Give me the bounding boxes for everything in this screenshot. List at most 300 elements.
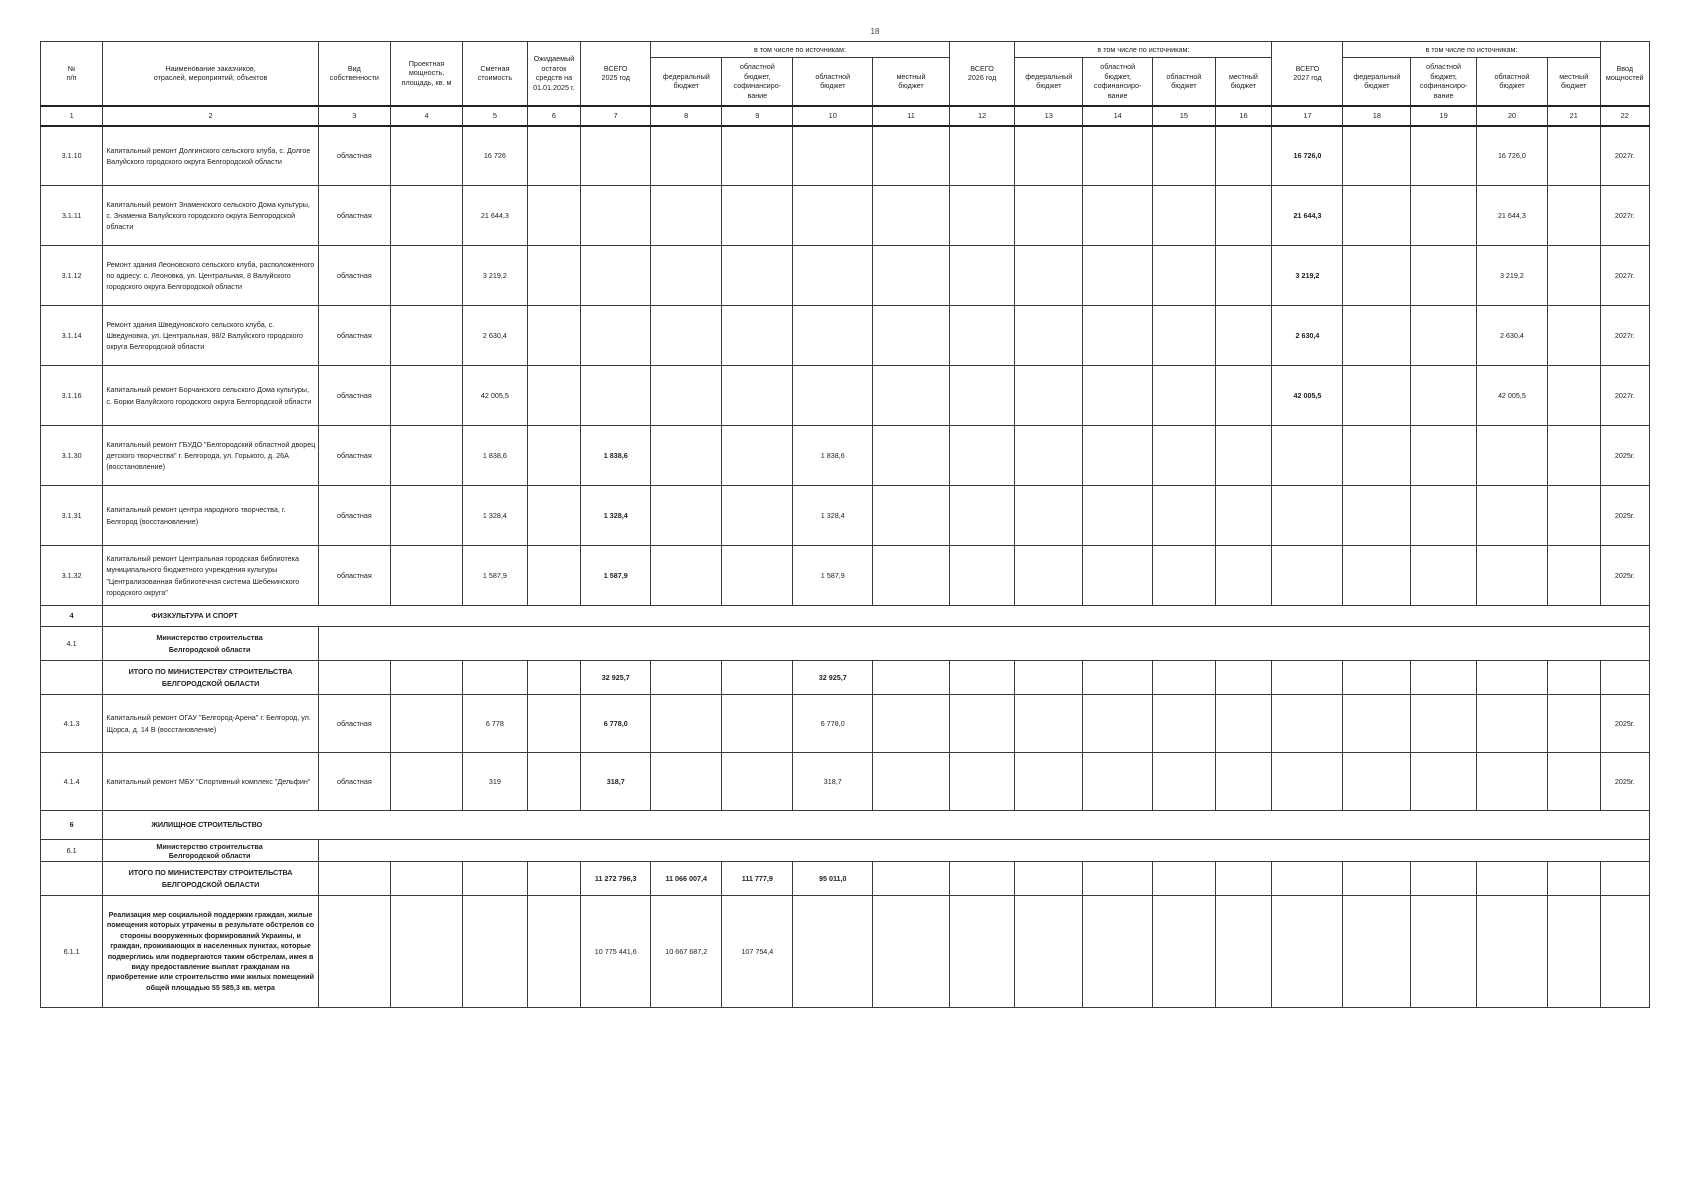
column-number: 10 bbox=[793, 106, 873, 126]
header-federal-2025: федеральный бюджет bbox=[651, 58, 722, 106]
table-row bbox=[41, 186, 1650, 246]
column-number: 7 bbox=[581, 106, 651, 126]
row-cost: 21 644,3 bbox=[463, 186, 528, 246]
row-cell bbox=[722, 126, 793, 186]
column-number: 5 bbox=[463, 106, 528, 126]
row-cell bbox=[1153, 366, 1215, 426]
row-number: 3.1.14 bbox=[41, 306, 103, 366]
row-total-2027 bbox=[1272, 486, 1343, 546]
row-cell bbox=[1215, 661, 1272, 695]
row-remainder bbox=[527, 186, 581, 246]
row-cell bbox=[1083, 546, 1153, 606]
row-cell bbox=[1083, 486, 1153, 546]
table-row bbox=[41, 486, 1650, 546]
row-cell bbox=[1411, 366, 1477, 426]
header-cofin-2026: областной бюджет, софинансиро- вание bbox=[1083, 58, 1153, 106]
row-cell bbox=[651, 486, 722, 546]
row-cell bbox=[873, 661, 950, 695]
row-cell bbox=[949, 862, 1015, 896]
row-cell bbox=[1215, 186, 1272, 246]
header-regional-2025: областной бюджет bbox=[793, 58, 873, 106]
row-cell bbox=[873, 126, 950, 186]
row-cell bbox=[949, 753, 1015, 811]
row-cell bbox=[1343, 366, 1411, 426]
row-name: Капитальный ремонт Борчанского сельского Дома культуры, с. Борки Валуйского городского округа Белгородской области bbox=[103, 366, 318, 426]
row-name: Капитальный ремонт Долгинского сельского клуба, с. Долгое Валуйского городского округа Белгородской области bbox=[103, 126, 318, 186]
column-number: 14 bbox=[1083, 106, 1153, 126]
row-cell bbox=[722, 695, 793, 753]
row-cell bbox=[1083, 366, 1153, 426]
column-number: 6 bbox=[527, 106, 581, 126]
row-cell bbox=[390, 862, 462, 896]
header-local-2027: местный бюджет bbox=[1547, 58, 1600, 106]
table-row bbox=[41, 246, 1650, 306]
row-cell bbox=[722, 186, 793, 246]
row-total-2027: 42 005,5 bbox=[1272, 366, 1343, 426]
header-local-2025: местный бюджет bbox=[873, 58, 950, 106]
row-cell bbox=[873, 306, 950, 366]
header-local-2026: местный бюджет bbox=[1215, 58, 1272, 106]
column-number: 17 bbox=[1272, 106, 1343, 126]
ministry-number: 4.1 bbox=[41, 627, 103, 661]
row-regional-2025: 1 587,9 bbox=[793, 546, 873, 606]
column-number: 4 bbox=[390, 106, 462, 126]
row-name: Капитальный ремонт МБУ "Спортивный комплекс "Дельфин" bbox=[103, 753, 318, 811]
row-cell bbox=[1343, 753, 1411, 811]
total-2025: 11 272 796,3 bbox=[581, 862, 651, 896]
table-row bbox=[41, 695, 1650, 753]
row-capacity bbox=[390, 306, 462, 366]
row-regional-2025 bbox=[793, 246, 873, 306]
row-cell bbox=[949, 486, 1015, 546]
row-remainder bbox=[527, 546, 581, 606]
header-group-2027: в том числе по источникам: bbox=[1343, 42, 1600, 58]
ministry-title: Министерство строительства Белгородской области bbox=[103, 840, 318, 862]
row-cell bbox=[1476, 661, 1547, 695]
row-capacity bbox=[390, 126, 462, 186]
header-cost: Сметная стоимость bbox=[463, 42, 528, 106]
row-total-2025 bbox=[581, 246, 651, 306]
row-cell bbox=[1272, 862, 1343, 896]
row-total-2025 bbox=[581, 186, 651, 246]
row-regional-2025: 318,7 bbox=[793, 753, 873, 811]
column-number: 20 bbox=[1476, 106, 1547, 126]
header-commissioning: Ввод мощностей bbox=[1600, 42, 1650, 106]
row-regional-2025: 1 328,4 bbox=[793, 486, 873, 546]
ministry-row bbox=[41, 840, 1650, 862]
row-cell bbox=[873, 426, 950, 486]
row-cell bbox=[1600, 661, 1650, 695]
row-cell bbox=[1411, 546, 1477, 606]
row-cell bbox=[1547, 426, 1600, 486]
row-cell bbox=[463, 862, 528, 896]
row-regional-2025: 1 838,6 bbox=[793, 426, 873, 486]
row-cell bbox=[651, 753, 722, 811]
header-regional-2027: областной бюджет bbox=[1476, 58, 1547, 106]
row-cell bbox=[1343, 426, 1411, 486]
row-cell bbox=[1272, 661, 1343, 695]
row-remainder bbox=[527, 753, 581, 811]
header-federal-2027: федеральный бюджет bbox=[1343, 58, 1411, 106]
row-commissioning: 2027г. bbox=[1600, 306, 1650, 366]
header-ownership: Вид собственности bbox=[318, 42, 390, 106]
table-row bbox=[41, 546, 1650, 606]
column-number: 3 bbox=[318, 106, 390, 126]
ministry-title: Министерство строительства Белгородской области bbox=[103, 627, 318, 661]
row-number: 3.1.12 bbox=[41, 246, 103, 306]
row-cell bbox=[1015, 546, 1083, 606]
row-number: 6.1.1 bbox=[41, 896, 103, 1008]
row-capacity bbox=[390, 486, 462, 546]
row-total-2025: 10 775 441,6 bbox=[581, 896, 651, 1008]
row-regional-2025 bbox=[793, 126, 873, 186]
row-cell bbox=[651, 186, 722, 246]
row-remainder bbox=[527, 306, 581, 366]
row-cell bbox=[1083, 661, 1153, 695]
row-commissioning: 2025г. bbox=[1600, 753, 1650, 811]
table-row bbox=[41, 896, 1650, 1008]
row-cell bbox=[1343, 306, 1411, 366]
section-number: 4 bbox=[41, 606, 103, 627]
row-cell bbox=[949, 246, 1015, 306]
row-remainder bbox=[527, 126, 581, 186]
row-cost: 319 bbox=[463, 753, 528, 811]
row-capacity bbox=[390, 546, 462, 606]
row-cell bbox=[1272, 695, 1343, 753]
row-name: Капитальный ремонт Центральная городская библиотека муниципального бюджетного учреждения культуры "Централизованная библиотечная система Шебекинского городского округа" bbox=[103, 546, 318, 606]
row-cell bbox=[1547, 546, 1600, 606]
row-commissioning: 2027г. bbox=[1600, 126, 1650, 186]
row-cell bbox=[1153, 862, 1215, 896]
row-commissioning: 2025г. bbox=[1600, 695, 1650, 753]
row-cell bbox=[1600, 896, 1650, 1008]
row-cell bbox=[1153, 896, 1215, 1008]
row-commissioning: 2025г. bbox=[1600, 426, 1650, 486]
row-cell bbox=[873, 546, 950, 606]
row-number: 3.1.32 bbox=[41, 546, 103, 606]
section-title: ЖИЛИЩНОЕ СТРОИТЕЛЬСТВО bbox=[103, 811, 1650, 840]
row-cost: 1 838,6 bbox=[463, 426, 528, 486]
row-cost: 1 328,4 bbox=[463, 486, 528, 546]
row-regional-2025 bbox=[793, 306, 873, 366]
row-ownership: областная bbox=[318, 486, 390, 546]
row-cell bbox=[1153, 126, 1215, 186]
row-total-2027 bbox=[1272, 426, 1343, 486]
row-cell bbox=[1547, 753, 1600, 811]
header-total-2027: ВСЕГО 2027 год bbox=[1272, 42, 1343, 106]
row-commissioning: 2025г. bbox=[1600, 486, 1650, 546]
row-cell bbox=[722, 486, 793, 546]
row-capacity bbox=[390, 366, 462, 426]
row-total-2027: 16 726,0 bbox=[1272, 126, 1343, 186]
row-cell bbox=[873, 695, 950, 753]
row-commissioning: 2027г. bbox=[1600, 366, 1650, 426]
row-number: 3.1.11 bbox=[41, 186, 103, 246]
row-cell bbox=[722, 753, 793, 811]
row-capacity bbox=[390, 246, 462, 306]
column-number: 9 bbox=[722, 106, 793, 126]
row-remainder bbox=[527, 246, 581, 306]
row-cell bbox=[722, 546, 793, 606]
row-cell bbox=[1215, 366, 1272, 426]
section-row bbox=[41, 606, 1650, 627]
row-cell bbox=[1600, 862, 1650, 896]
table-row bbox=[41, 753, 1650, 811]
row-cell bbox=[1411, 186, 1477, 246]
section-title: ФИЗКУЛЬТУРА И СПОРТ bbox=[103, 606, 1650, 627]
total-row bbox=[41, 661, 1650, 695]
row-cell bbox=[1215, 753, 1272, 811]
total-regional-2025: 95 011,0 bbox=[793, 862, 873, 896]
row-ownership: областная bbox=[318, 753, 390, 811]
row-cost: 2 630,4 bbox=[463, 306, 528, 366]
row-ownership: областная bbox=[318, 306, 390, 366]
column-numbers-row bbox=[41, 106, 1650, 126]
row-ownership: областная bbox=[318, 426, 390, 486]
total-number bbox=[41, 661, 103, 695]
row-number: 3.1.16 bbox=[41, 366, 103, 426]
row-cell bbox=[722, 661, 793, 695]
row-cell bbox=[1476, 695, 1547, 753]
row-cell bbox=[1547, 246, 1600, 306]
table-row bbox=[41, 426, 1650, 486]
row-name: Реализация мер социальной поддержки граждан, жилые помещения которых утрачены в результате обстрелов со стороны вооруженных формирований Украины, и граждан, проживающих в населенных пунктах, которые подверглись или подвергаются таким обстрелам, имея в виду предоставление выплат гражданам на приобретение или строительство ими жилых помещений общей площадью 55 585,3 кв. метра bbox=[103, 896, 318, 1008]
column-number: 22 bbox=[1600, 106, 1650, 126]
row-cell bbox=[1547, 896, 1600, 1008]
row-cell bbox=[1411, 695, 1477, 753]
row-cell bbox=[527, 661, 581, 695]
row-cost: 1 587,9 bbox=[463, 546, 528, 606]
row-commissioning: 2027г. bbox=[1600, 186, 1650, 246]
row-cell bbox=[1083, 426, 1153, 486]
page-number: 18 bbox=[870, 27, 880, 36]
row-number: 4.1.4 bbox=[41, 753, 103, 811]
row-regional-2025 bbox=[793, 366, 873, 426]
row-cell bbox=[1411, 862, 1477, 896]
row-cell bbox=[1343, 695, 1411, 753]
section-row bbox=[41, 811, 1650, 840]
row-cell bbox=[1153, 306, 1215, 366]
row-cell bbox=[651, 246, 722, 306]
row-regional-2027: 2 630,4 bbox=[1476, 306, 1547, 366]
column-number: 1 bbox=[41, 106, 103, 126]
row-regional-2027 bbox=[1476, 546, 1547, 606]
row-cell bbox=[1015, 186, 1083, 246]
row-cell bbox=[1215, 486, 1272, 546]
row-cell bbox=[390, 661, 462, 695]
column-number: 12 bbox=[949, 106, 1015, 126]
row-cell bbox=[873, 366, 950, 426]
row-regional-2025 bbox=[793, 186, 873, 246]
row-cell bbox=[463, 896, 528, 1008]
header-cofin-2025: областной бюджет, софинансиро- вание bbox=[722, 58, 793, 106]
row-cell bbox=[1153, 246, 1215, 306]
row-remainder bbox=[527, 486, 581, 546]
row-cell bbox=[1015, 126, 1083, 186]
column-number: 11 bbox=[873, 106, 950, 126]
row-cell bbox=[1215, 126, 1272, 186]
row-cell bbox=[1343, 126, 1411, 186]
row-cell bbox=[722, 426, 793, 486]
row-cell bbox=[1343, 862, 1411, 896]
row-total-2025: 6 778,0 bbox=[581, 695, 651, 753]
ministry-number: 6.1 bbox=[41, 840, 103, 862]
row-regional-2027 bbox=[1476, 486, 1547, 546]
column-number: 16 bbox=[1215, 106, 1272, 126]
row-cell bbox=[463, 661, 528, 695]
row-number: 3.1.30 bbox=[41, 426, 103, 486]
row-commissioning: 2027г. bbox=[1600, 246, 1650, 306]
row-cost: 6 778 bbox=[463, 695, 528, 753]
row-number: 3.1.31 bbox=[41, 486, 103, 546]
row-total-2025 bbox=[581, 366, 651, 426]
row-cell bbox=[1343, 896, 1411, 1008]
investment-program-table bbox=[40, 41, 1650, 1008]
row-cell bbox=[949, 426, 1015, 486]
row-cell bbox=[949, 366, 1015, 426]
header-capacity: Проектная мощность, площадь, кв. м bbox=[390, 42, 462, 106]
row-cell bbox=[949, 186, 1015, 246]
row-total-2027: 3 219,2 bbox=[1272, 246, 1343, 306]
row-name: Ремонт здания Шведуновского сельского клуба, с. Шведуновка, ул. Центральная, 98/2 Валуйского городского округа Белгородской области bbox=[103, 306, 318, 366]
column-number: 19 bbox=[1411, 106, 1477, 126]
row-cell bbox=[1083, 695, 1153, 753]
row-remainder bbox=[527, 695, 581, 753]
row-cell bbox=[1547, 126, 1600, 186]
total-cofin-2025: 111 777,9 bbox=[722, 862, 793, 896]
row-cell bbox=[318, 661, 390, 695]
row-cell bbox=[1153, 426, 1215, 486]
header-name: Наименование заказчиков, отраслей, мероприятий, объектов bbox=[103, 42, 318, 106]
row-cell bbox=[1153, 546, 1215, 606]
row-regional-2027: 3 219,2 bbox=[1476, 246, 1547, 306]
row-cell bbox=[1153, 661, 1215, 695]
row-cell bbox=[722, 306, 793, 366]
total-title: ИТОГО ПО МИНИСТЕРСТВУ СТРОИТЕЛЬСТВА БЕЛГОРОДСКОЙ ОБЛАСТИ bbox=[103, 661, 318, 695]
row-ownership: областная bbox=[318, 186, 390, 246]
row-ownership: областная bbox=[318, 546, 390, 606]
row-cell bbox=[949, 695, 1015, 753]
row-cost: 42 005,5 bbox=[463, 366, 528, 426]
row-capacity bbox=[390, 695, 462, 753]
row-total-2027 bbox=[1272, 546, 1343, 606]
column-number: 21 bbox=[1547, 106, 1600, 126]
total-2025: 32 925,7 bbox=[581, 661, 651, 695]
row-cell bbox=[1015, 246, 1083, 306]
row-cell bbox=[722, 366, 793, 426]
row-name: Капитальный ремонт центра народного творчества, г. Белгород (восстановление) bbox=[103, 486, 318, 546]
row-cell bbox=[1343, 246, 1411, 306]
row-cell bbox=[873, 486, 950, 546]
row-cell bbox=[949, 661, 1015, 695]
row-cell bbox=[873, 753, 950, 811]
row-cell bbox=[1015, 306, 1083, 366]
ministry-row-blank bbox=[318, 840, 1649, 862]
row-total-2025: 318,7 bbox=[581, 753, 651, 811]
section-number: 6 bbox=[41, 811, 103, 840]
row-cell bbox=[949, 306, 1015, 366]
row-commissioning: 2025г. bbox=[1600, 546, 1650, 606]
row-capacity bbox=[390, 186, 462, 246]
row-cell bbox=[1476, 862, 1547, 896]
row-name: Капитальный ремонт Знаменского сельского Дома культуры, с. Знаменка Валуйского городского округа Белгородской области bbox=[103, 186, 318, 246]
row-cell bbox=[1015, 753, 1083, 811]
row-cell bbox=[1153, 753, 1215, 811]
header-total-2026: ВСЕГО 2026 год bbox=[949, 42, 1015, 106]
header-group-2025: в том числе по источникам: bbox=[651, 42, 950, 58]
row-cell bbox=[1411, 426, 1477, 486]
row-cell bbox=[873, 186, 950, 246]
table-row bbox=[41, 126, 1650, 186]
row-cell bbox=[651, 546, 722, 606]
row-name: Ремонт здания Леоновского сельского клуба, расположенного по адресу: с. Леоновка, ул. Центральная, 8 Валуйского городского округа Белгородской области bbox=[103, 246, 318, 306]
row-number: 4.1.3 bbox=[41, 695, 103, 753]
row-cell bbox=[1411, 126, 1477, 186]
row-cell bbox=[1215, 246, 1272, 306]
row-cell bbox=[722, 246, 793, 306]
row-cell bbox=[1272, 753, 1343, 811]
header-row-1 bbox=[41, 42, 1650, 58]
row-cell bbox=[949, 546, 1015, 606]
row-ownership: областная bbox=[318, 246, 390, 306]
row-cell bbox=[527, 862, 581, 896]
row-total-2025: 1 587,9 bbox=[581, 546, 651, 606]
row-cell bbox=[1015, 862, 1083, 896]
row-regional-2025: 6 778,0 bbox=[793, 695, 873, 753]
row-cell bbox=[1215, 862, 1272, 896]
row-cost: 3 219,2 bbox=[463, 246, 528, 306]
row-cell bbox=[793, 896, 873, 1008]
row-cell bbox=[1015, 661, 1083, 695]
total-number bbox=[41, 862, 103, 896]
row-cell bbox=[1547, 661, 1600, 695]
row-cell bbox=[1015, 366, 1083, 426]
row-cell bbox=[318, 896, 390, 1008]
row-cell bbox=[1015, 695, 1083, 753]
row-ownership: областная bbox=[318, 366, 390, 426]
header-federal-2026: федеральный бюджет bbox=[1015, 58, 1083, 106]
row-cell bbox=[1215, 306, 1272, 366]
row-cell bbox=[1547, 486, 1600, 546]
row-cell bbox=[651, 426, 722, 486]
row-total-2025 bbox=[581, 126, 651, 186]
header-cofin-2027: областной бюджет, софинансиро- вание bbox=[1411, 58, 1477, 106]
row-cell bbox=[1411, 306, 1477, 366]
row-cell bbox=[651, 126, 722, 186]
column-number: 13 bbox=[1015, 106, 1083, 126]
row-total-2025: 1 328,4 bbox=[581, 486, 651, 546]
row-cell bbox=[1083, 246, 1153, 306]
row-cell bbox=[1215, 896, 1272, 1008]
total-title: ИТОГО ПО МИНИСТЕРСТВУ СТРОИТЕЛЬСТВА БЕЛГОРОДСКОЙ ОБЛАСТИ bbox=[103, 862, 318, 896]
row-cell bbox=[1343, 661, 1411, 695]
row-regional-2027: 42 005,5 bbox=[1476, 366, 1547, 426]
total-row bbox=[41, 862, 1650, 896]
row-cell bbox=[1411, 246, 1477, 306]
row-cell bbox=[873, 246, 950, 306]
row-cell bbox=[1343, 546, 1411, 606]
row-cell bbox=[1083, 186, 1153, 246]
row-cell bbox=[1015, 486, 1083, 546]
header-group-2026: в том числе по источникам: bbox=[1015, 42, 1272, 58]
row-cell bbox=[949, 126, 1015, 186]
row-cell bbox=[1215, 426, 1272, 486]
row-cell bbox=[1343, 186, 1411, 246]
row-cell bbox=[651, 661, 722, 695]
row-cell bbox=[1476, 896, 1547, 1008]
row-cell bbox=[318, 862, 390, 896]
row-cell bbox=[1476, 753, 1547, 811]
